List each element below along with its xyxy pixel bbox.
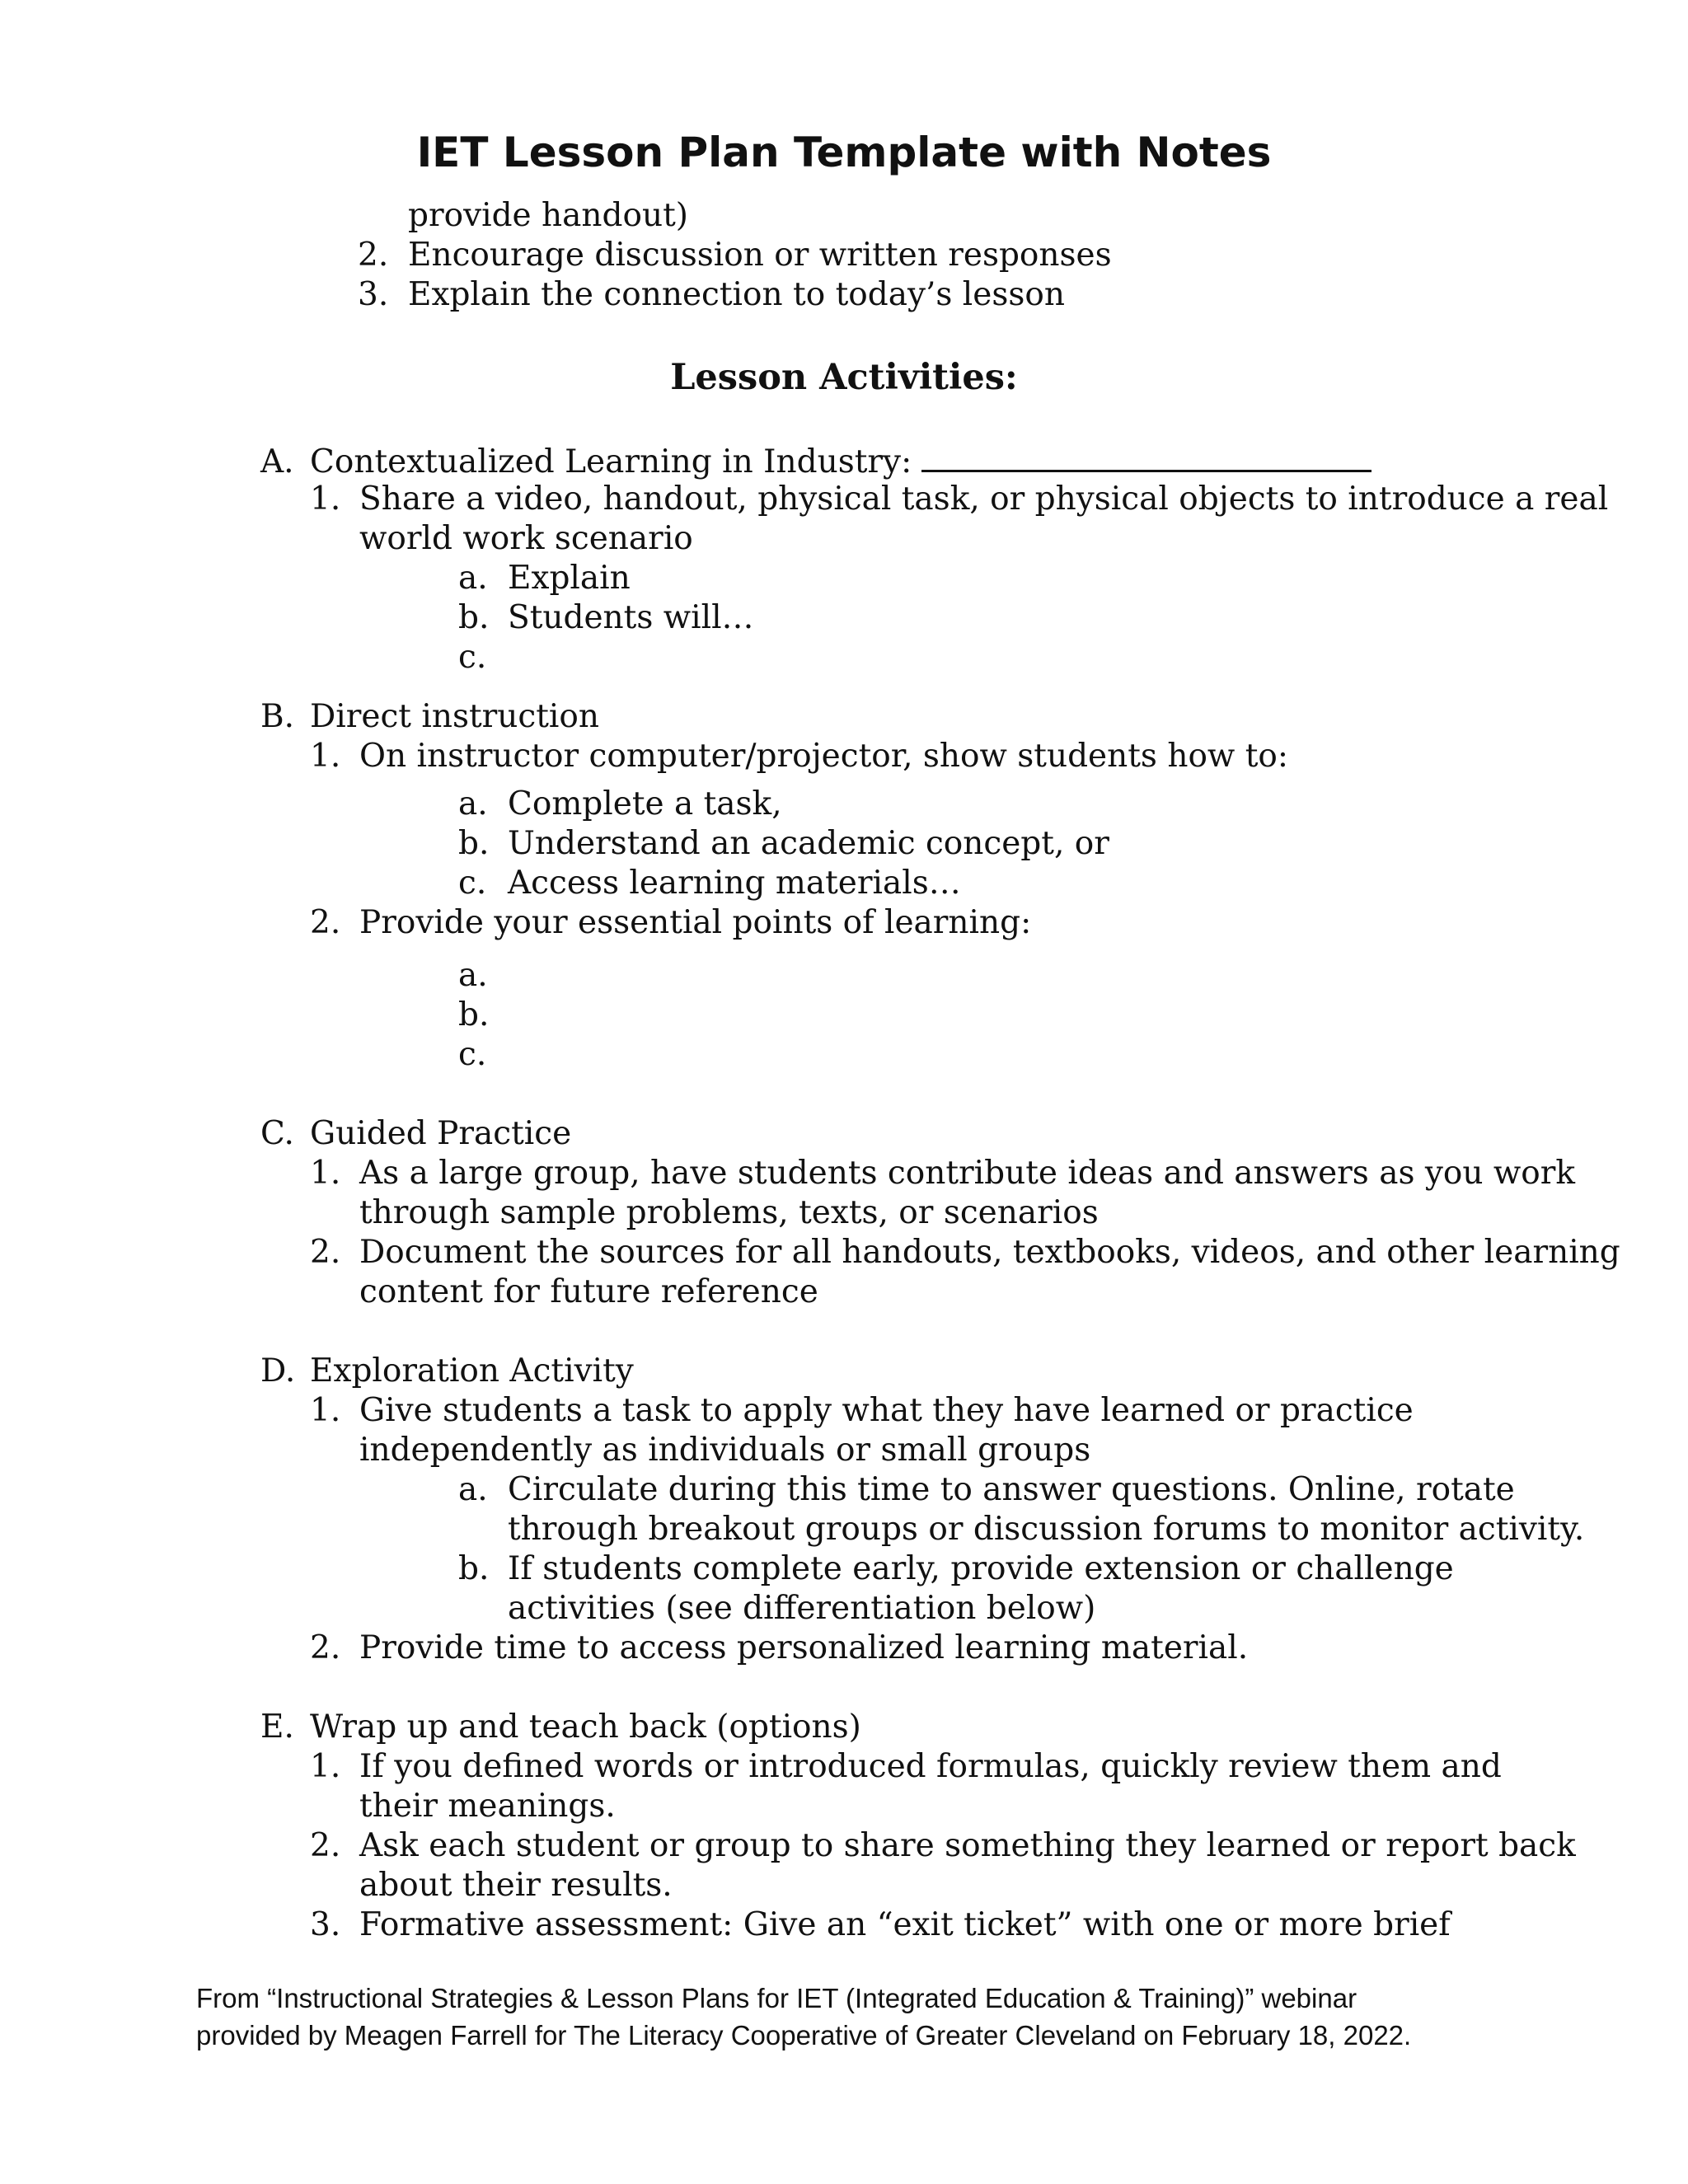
section-a-header [260,440,1372,482]
section-e-header [260,1708,861,1747]
section-a-item-1 [310,480,1608,519]
list-item-text: Explain the connection to today’s lesson [408,276,1065,313]
sub-item-text: If students complete early, provide extension or challenge [508,1550,1454,1587]
section-b-sub-c [458,864,961,903]
section-letter: E. [260,1708,294,1746]
section-d-sub-a [458,1470,1515,1510]
list-number: 1. [310,738,341,775]
sub-item-text: Complete a task, [508,785,782,823]
section-e-item-1-cont: their meanings. [359,1788,616,1825]
list-item-text: If you defined words or introduced formulas, quickly review them and [359,1748,1502,1785]
list-number: 2. [358,237,389,274]
section-b-sub-a [458,785,782,824]
page-title: IET Lesson Plan Template with Notes [416,129,1272,176]
sub-letter: b. [458,825,490,862]
section-letter: B. [260,698,295,735]
list-number: 1. [310,1748,341,1785]
intro-item-3 [358,275,1065,315]
list-item-text: Provide time to access personalized learning material. [359,1629,1249,1666]
list-item-text: Share a video, handout, physical task, or physical objects to introduce a real [359,480,1609,518]
section-a-sub-b [458,598,754,638]
list-number: 3. [310,1906,341,1943]
list-number: 2. [310,1629,341,1666]
list-number: 1. [310,1155,341,1192]
section-b-item-2 [310,903,1031,943]
section-b-sub2-b [458,996,508,1035]
intro-continuation: provide handout) [408,197,688,234]
section-b-sub-b [458,824,1109,864]
section-letter: C. [260,1115,294,1152]
section-c-item-2 [310,1233,1620,1272]
section-letter: A. [260,443,294,480]
section-b-sub2-a [458,956,508,996]
footer-line-2: provided by Meagen Farrell for The Literacy Cooperative of Greater Cleveland on February 18, 2022. [196,2020,1412,2050]
list-number: 3. [358,276,389,313]
section-a-sub-c [458,638,508,677]
list-item-text: As a large group, have students contribute ideas and answers as you work [359,1155,1576,1192]
list-number: 2. [310,1827,341,1864]
list-number: 1. [310,1392,341,1429]
section-label: Contextualized Learning in Industry: [310,443,912,480]
section-c-item-2-cont: content for future reference [359,1273,818,1310]
section-label: Direct instruction [310,698,599,735]
section-e-item-2-cont: about their results. [359,1867,673,1904]
sub-letter: c. [458,639,487,676]
lesson-activities-heading: Lesson Activities: [670,357,1018,398]
section-e-item-2 [310,1826,1576,1866]
section-c-item-1-cont: through sample problems, texts, or scenarios [359,1194,1099,1231]
section-label: Wrap up and teach back (options) [310,1708,861,1746]
list-number: 1. [310,480,341,518]
section-e-item-1 [310,1747,1502,1787]
list-item-text: Document the sources for all handouts, textbooks, videos, and other learning [359,1234,1620,1271]
list-item-text: Encourage discussion or written responses [408,237,1112,274]
sub-letter: a. [458,957,488,994]
section-a-sub-a [458,559,631,598]
list-item-text: Give students a task to apply what they have learned or practice [359,1392,1414,1429]
section-label: Exploration Activity [310,1352,634,1390]
sub-letter: a. [458,785,488,823]
section-d-header [260,1352,634,1391]
sub-item-text: Explain [508,560,631,597]
footer-line-1: From “Instructional Strategies & Lesson Plans for IET (Integrated Education & Training)” webinar [196,1983,1357,2013]
section-d-sub-b [458,1549,1454,1589]
list-item-text: Ask each student or group to share something they learned or report back [359,1827,1576,1864]
intro-item-2 [358,236,1112,275]
fill-in-blank-line [921,440,1372,472]
section-label: Guided Practice [310,1115,572,1152]
section-b-sub2-c [458,1035,508,1075]
list-number: 2. [310,1234,341,1271]
section-d-sub-b-cont: activities (see differentiation below) [508,1590,1096,1627]
sub-item-text: Access learning materials… [508,865,961,902]
sub-item-text: Circulate during this time to answer questions. Online, rotate [508,1471,1515,1508]
sub-item-text: Students will… [508,599,754,636]
list-number: 2. [310,904,341,941]
list-item-text: Formative assessment: Give an “exit ticket” with one or more brief [359,1906,1451,1943]
sub-letter: b. [458,599,490,636]
section-letter: D. [260,1352,296,1390]
section-c-header [260,1114,571,1154]
section-d-item-1-cont: independently as individuals or small groups [359,1432,1091,1469]
list-item-text: Provide your essential points of learning: [359,904,1032,941]
section-d-item-1 [310,1391,1414,1431]
sub-letter: b. [458,1550,490,1587]
sub-letter: b. [458,996,490,1033]
section-e-item-3 [310,1905,1451,1945]
section-a-item-1-cont: world work scenario [359,520,693,557]
sub-letter: a. [458,560,488,597]
sub-letter: c. [458,1036,487,1073]
section-d-item-2 [310,1629,1248,1668]
sub-letter: c. [458,865,487,902]
sub-letter: a. [458,1471,488,1508]
list-item-text: On instructor computer/projector, show students how to: [359,738,1289,775]
section-d-sub-a-cont: through breakout groups or discussion forums to monitor activity. [508,1511,1585,1548]
sub-item-text: Understand an academic concept, or [508,825,1109,862]
section-c-item-1 [310,1154,1575,1193]
section-b-header [260,697,599,737]
section-b-item-1 [310,737,1288,776]
